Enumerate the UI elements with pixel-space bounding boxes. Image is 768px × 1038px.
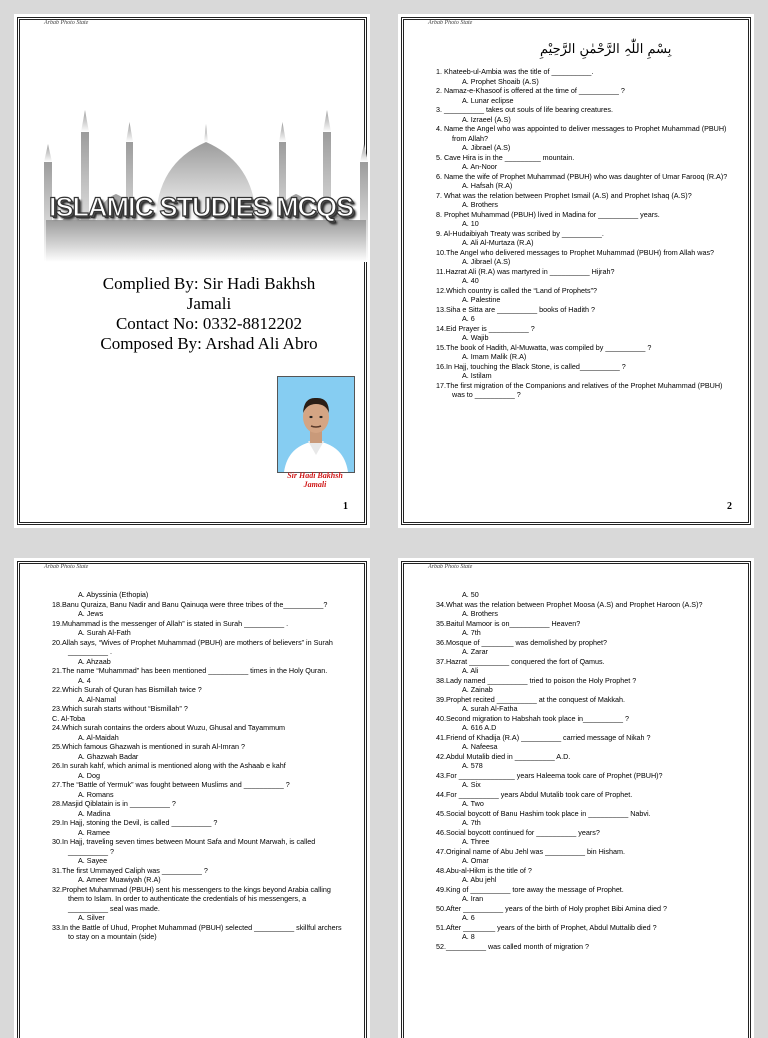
question-line: 24.Which surah contains the orders about Wuzu, Ghusal and Tayammum [52, 723, 286, 732]
question-line: 34.What was the relation between Prophet Moosa (A.S) and Prophet Haroon (A.S)? [436, 599, 703, 609]
page-4 [398, 558, 754, 1038]
page-2 [398, 14, 754, 528]
question-line: C. Al-Toba [52, 713, 86, 723]
credit-line: Composed By: Arshad Ali Abro [100, 334, 318, 353]
question-line: 41.Friend of Khadija (R.A) __________ carried message of Nikah ? [436, 732, 651, 742]
question-line: 4. Name the Angel who was appointed to deliver messages to Prophet Muhammad (PBUH) from Allah? [436, 124, 727, 143]
answer-line: A. Dog [78, 770, 100, 780]
answer-line: A. Lunar eclipse [462, 95, 514, 105]
credit-line: Complied By: Sir Hadi Bakhsh [102, 274, 316, 293]
question-line: 50.After __________ years of the birth of Holy prophet Bibi Amina died ? [436, 903, 667, 913]
question-line: 47.Original name of Abu Jehl was __________ bin Hisham. [436, 846, 625, 856]
question-line: 21.The name “Muhammad” has been mentioned __________ times in the Holy Quran. [52, 666, 328, 675]
answer-line: A. 7th [462, 628, 481, 637]
mcq-list [436, 67, 728, 400]
document-title: ISLAMIC STUDIES MCQS [48, 192, 353, 222]
answer-line: A. Surah Al-Fath [78, 628, 131, 637]
answer-line: A. Hafsah (R.A) [462, 181, 513, 190]
question-line: 17.The first migration of the Companions and relatives of the Prophet Muhammad (PBUH) was to __________ ? [436, 380, 723, 399]
question-line: 16.In Hajj, touching the Black Stone, is called__________ ? [436, 361, 626, 371]
question-line: 6. Name the wife of Prophet Muhammad (PBUH) who was daughter of Umar Farooq (R.A)? [436, 171, 728, 181]
answer-line: A. Ali Al-Murtaza (R.A) [462, 238, 534, 247]
page-header: Arbab Photo State [428, 20, 473, 26]
question-line: 30.In Hajj, traveling seven times between Mount Safa and Mount Marwah, is called __________ ? [52, 837, 316, 856]
answer-line: A. Brothers [462, 609, 498, 618]
mcq-list [52, 590, 344, 942]
mcq-list [436, 590, 728, 951]
question-line: 5. Cave Hira is in the _________ mountain. [436, 152, 575, 162]
question-line: 13.Siha e Sitta are __________ books of Hadith ? [436, 304, 596, 314]
question-line: 1. Khateeb-ul-Ambia was the title of __________. [436, 67, 594, 76]
answer-line: A. Sayee [78, 856, 108, 865]
answer-line: A. Zainab [462, 685, 493, 694]
answer-line: A. Ameer Muawiyah (R.A) [78, 875, 161, 884]
question-line: 44.For __________ years Abdul Mutalib took care of Prophet. [436, 789, 633, 799]
question-line: 40.Second migration to Habshah took place in__________ ? [436, 713, 630, 723]
page-3 [14, 558, 370, 1038]
question-line: 3. __________ takes out souls of life bearing creatures. [436, 105, 614, 114]
question-line: 35.Baitul Mamoor is on__________ Heaven? [436, 618, 581, 628]
person-portrait [278, 377, 354, 472]
credits-block [54, 274, 364, 354]
question-line: 51.After ________ years of the birth of Prophet, Abdul Muttalib died ? [436, 922, 657, 932]
question-line: 39.Prophet recited __________ at the conquest of Makkah. [436, 694, 626, 704]
answer-line: A. Three [462, 837, 490, 846]
question-line: 37.Hazrat __________ conquered the fort of Qamus. [436, 656, 605, 666]
answer-line: A. 40 [462, 276, 479, 285]
mosque-illustration [36, 102, 370, 262]
question-line: 2. Namaz-e-Khasoof is offered at the time of __________ ? [436, 86, 625, 95]
answer-line: A. Jibrael (A.S) [462, 143, 511, 152]
answer-line: A. Romans [78, 789, 114, 799]
question-line: 8. Prophet Muhammad (PBUH) lived in Madina for __________ years. [436, 209, 660, 219]
question-line: 46.Social boycott continued for __________ years? [436, 827, 600, 837]
question-line: 12.Which country is called the “Land of Prophets”? [436, 285, 598, 295]
question-line: 45.Social boycott of Banu Hashim took place in __________ Nabvi. [436, 808, 651, 818]
answer-line: A. 616 A.D [462, 723, 497, 732]
question-line: 27.The “Battle of Yermuk” was fought between Muslims and __________ ? [52, 780, 290, 789]
answer-line: A. Palestine [462, 295, 501, 304]
question-line: 28.Masjid Qiblatain is in __________ ? [52, 799, 176, 808]
answer-line: A. Two [462, 799, 484, 808]
question-line: 33.In the Battle of Uhud, Prophet Muhammad (PBUH) selected __________ skillful archers to stay on a mountain (side) [52, 922, 342, 941]
answer-line: A. Silver [78, 913, 105, 922]
question-line: 43.For ______________ years Haleema took care of Prophet (PBUH)? [436, 770, 663, 780]
answer-line: A. Brothers [462, 200, 498, 209]
question-line: 18.Banu Quraiza, Banu Nadir and Banu Qainuqa were three tribes of the__________? [52, 599, 328, 609]
page-header: Arbab Photo State [428, 564, 473, 570]
question-line: 19.Muhammad is the messenger of Allah” is stated in Surah __________ . [52, 618, 289, 628]
credit-line: Jamali [186, 294, 232, 313]
question-line: 52.__________ was called month of migration ? [436, 941, 590, 951]
answer-line: A. Imam Malik (R.A) [462, 352, 527, 361]
credit-line: Contact No: 0332-8812202 [115, 314, 303, 333]
answer-line: A. Iran [462, 894, 484, 903]
answer-line: A. Zarar [462, 647, 488, 656]
question-line: 29.In Hajj, stoning the Devil, is called __________ ? [52, 818, 218, 827]
answer-line: A. Prophet Shoaib (A.S) [462, 76, 539, 86]
answer-line: A. Istilam [462, 371, 492, 380]
answer-line: A. 4 [78, 675, 91, 685]
bismillah-heading: بِسْمِ اللّٰہِ الرَّحْمٰنِ الرَّحِیْمِ [540, 42, 672, 57]
question-line: 15.The book of Hadith, Al-Muwatta, was compiled by __________ ? [436, 342, 652, 352]
answer-line: A. 6 [462, 314, 475, 323]
answer-line: A. Ghazwah Badar [78, 751, 139, 761]
answer-line: A. Ramee [78, 827, 110, 837]
photo-caption: Sir Hadi Bakhsh Jamali [287, 471, 343, 489]
answer-line: A. 10 [462, 219, 479, 228]
question-line: 49.King of __________ tore away the message of Prophet. [436, 884, 624, 894]
question-line: 31.The first Ummayed Caliph was __________ ? [52, 865, 208, 875]
page-header: Arbab Photo State [44, 564, 89, 570]
answer-line: A. Nafeesa [462, 742, 498, 751]
page-header: Arbab Photo State [44, 20, 89, 26]
question-line: 20.Allah says, “Wives of Prophet Muhammad (PBUH) are mothers of believers” in Surah __________ . [52, 637, 333, 656]
answer-line: A. Omar [462, 856, 489, 865]
page-1 [14, 14, 370, 528]
answer-line: A. Abu jehl [462, 875, 497, 884]
answer-line: A. 6 [462, 913, 475, 922]
answer-line: A. Wajib [462, 333, 489, 342]
answer-line: A. Jibrael (A.S) [462, 257, 511, 266]
answer-line: A. Ali [462, 666, 479, 675]
question-line: 7. What was the relation between Prophet Ismail (A.S) and Prophet Ishaq (A.S)? [436, 190, 692, 200]
page-number: 2 [727, 501, 732, 512]
question-line: 14.Eid Prayer is __________ ? [436, 323, 535, 333]
question-line: 42.Abdul Mutalib died in __________ A.D. [436, 751, 571, 761]
question-line: 22.Which Surah of Quran has Bismillah twice ? [52, 685, 202, 694]
question-line: 48.Abu-al-Hikm is the title of ? [436, 865, 532, 875]
question-line: 25.Which famous Ghazwah is mentioned in surah Al-Imran ? [52, 742, 245, 751]
answer-line: A. Jews [78, 609, 104, 618]
question-line: 11.Hazrat Ali (R.A) was martyred in __________ Hijrah? [436, 266, 615, 276]
question-line: 10.The Angel who delivered messages to Prophet Muhammad (PBUH) from Allah was? [436, 247, 715, 257]
answer-line: A. 8 [462, 932, 475, 941]
question-line: 32.Prophet Muhammad (PBUH) sent his messengers to the kings beyond Arabia calling them to Islam. In order to authenticate the credentials of his messengers, a __________ seal was made. [52, 884, 331, 913]
answer-line: A. Six [462, 780, 481, 789]
question-line: 26.In surah kahf, which animal is mentioned along with the Ashaab e kahf [52, 761, 286, 770]
question-line: 23.Which surah starts without “Bismillah” ? [52, 704, 188, 713]
page-number: 1 [343, 501, 348, 512]
answer-line: A. Al-Namal [78, 694, 116, 704]
answer-line: A. Izraeel (A.S) [462, 114, 511, 124]
answer-line: A. 7th [462, 818, 481, 827]
answer-line: A. Madina [78, 808, 111, 818]
question-line: 9. Al-Hudaibiyah Treaty was scribed by __________. [436, 228, 604, 238]
answer-line: A. Abyssinia (Ethopia) [78, 590, 149, 599]
answer-line: A. Al-Maidah [78, 732, 119, 742]
answer-line: A. An-Noor [462, 162, 498, 171]
answer-line: A. Ahzaab [78, 656, 111, 666]
answer-line: A. surah Al-Fatha [462, 704, 518, 713]
question-line: 38.Lady named __________ tried to poison the Holy Prophet ? [436, 675, 637, 685]
answer-line: A. 578 [462, 761, 483, 770]
question-line: 36.Mosque of ________ was demolished by prophet? [436, 637, 608, 647]
author-photo [277, 376, 355, 473]
answer-line: A. 50 [462, 590, 479, 599]
